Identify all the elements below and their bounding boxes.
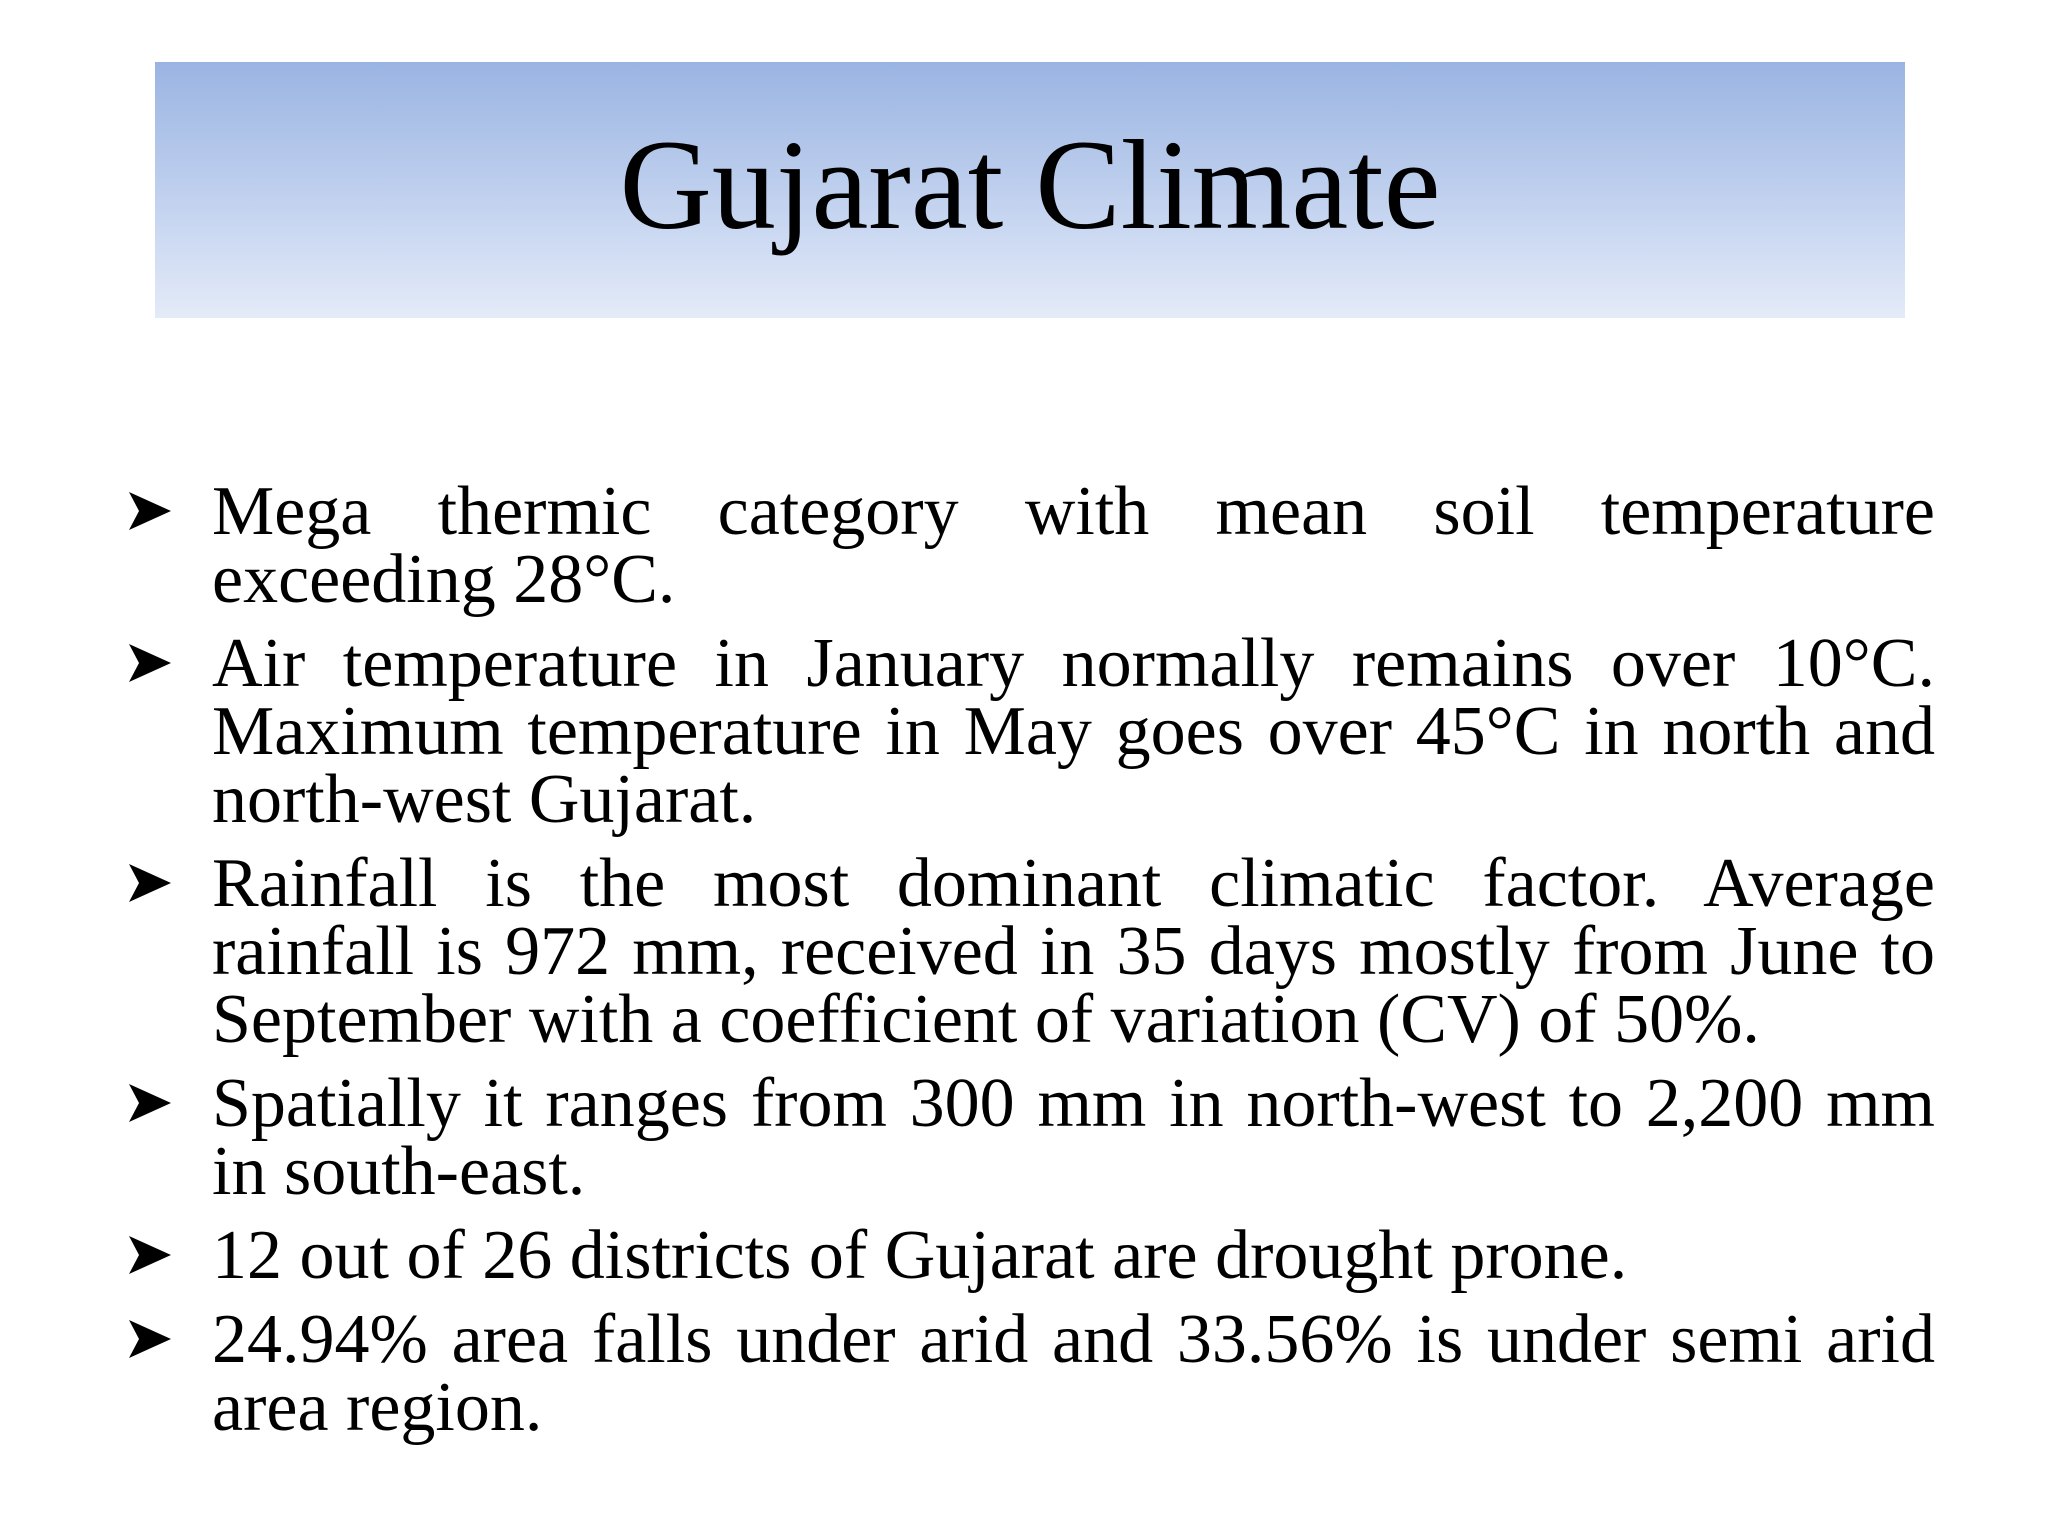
arrowhead-bullet-icon	[125, 638, 175, 688]
bullet-item	[125, 625, 1935, 838]
arrowhead-bullet-icon	[125, 1230, 175, 1280]
bullet-list	[125, 473, 1935, 1458]
arrowhead-bullet-icon	[125, 858, 175, 908]
slide-title: Gujarat Climate	[619, 114, 1441, 256]
title-band	[155, 62, 1905, 318]
bullet-item	[125, 1301, 1935, 1446]
bullet-item	[125, 473, 1935, 618]
bullet-text: Mega thermic category with mean soil temperature exceeding 28°C.	[212, 473, 1935, 618]
bullet-text: 24.94% area falls under arid and 33.56% is under semi arid area region.	[212, 1301, 1935, 1446]
bullet-text: Air temperature in January normally remains over 10°C. Maximum temperature in May goes over 45°C in north and north-west Gujarat.	[212, 625, 1935, 838]
bullet-text: Spatially it ranges from 300 mm in north-west to 2,200 mm in south-east.	[212, 1065, 1935, 1210]
bullet-text: 12 out of 26 districts of Gujarat are drought prone.	[212, 1217, 1628, 1294]
bullet-item	[125, 845, 1935, 1058]
arrowhead-bullet-icon	[125, 1078, 175, 1128]
bullet-item	[125, 1065, 1935, 1210]
bullet-item	[125, 1217, 1935, 1294]
arrowhead-bullet-icon	[125, 1314, 175, 1364]
bullet-text: Rainfall is the most dominant climatic factor. Average rainfall is 972 mm, received in 35 days mostly from June to September with a coefficient of variation (CV) of 50%.	[212, 845, 1935, 1058]
arrowhead-bullet-icon	[125, 486, 175, 536]
